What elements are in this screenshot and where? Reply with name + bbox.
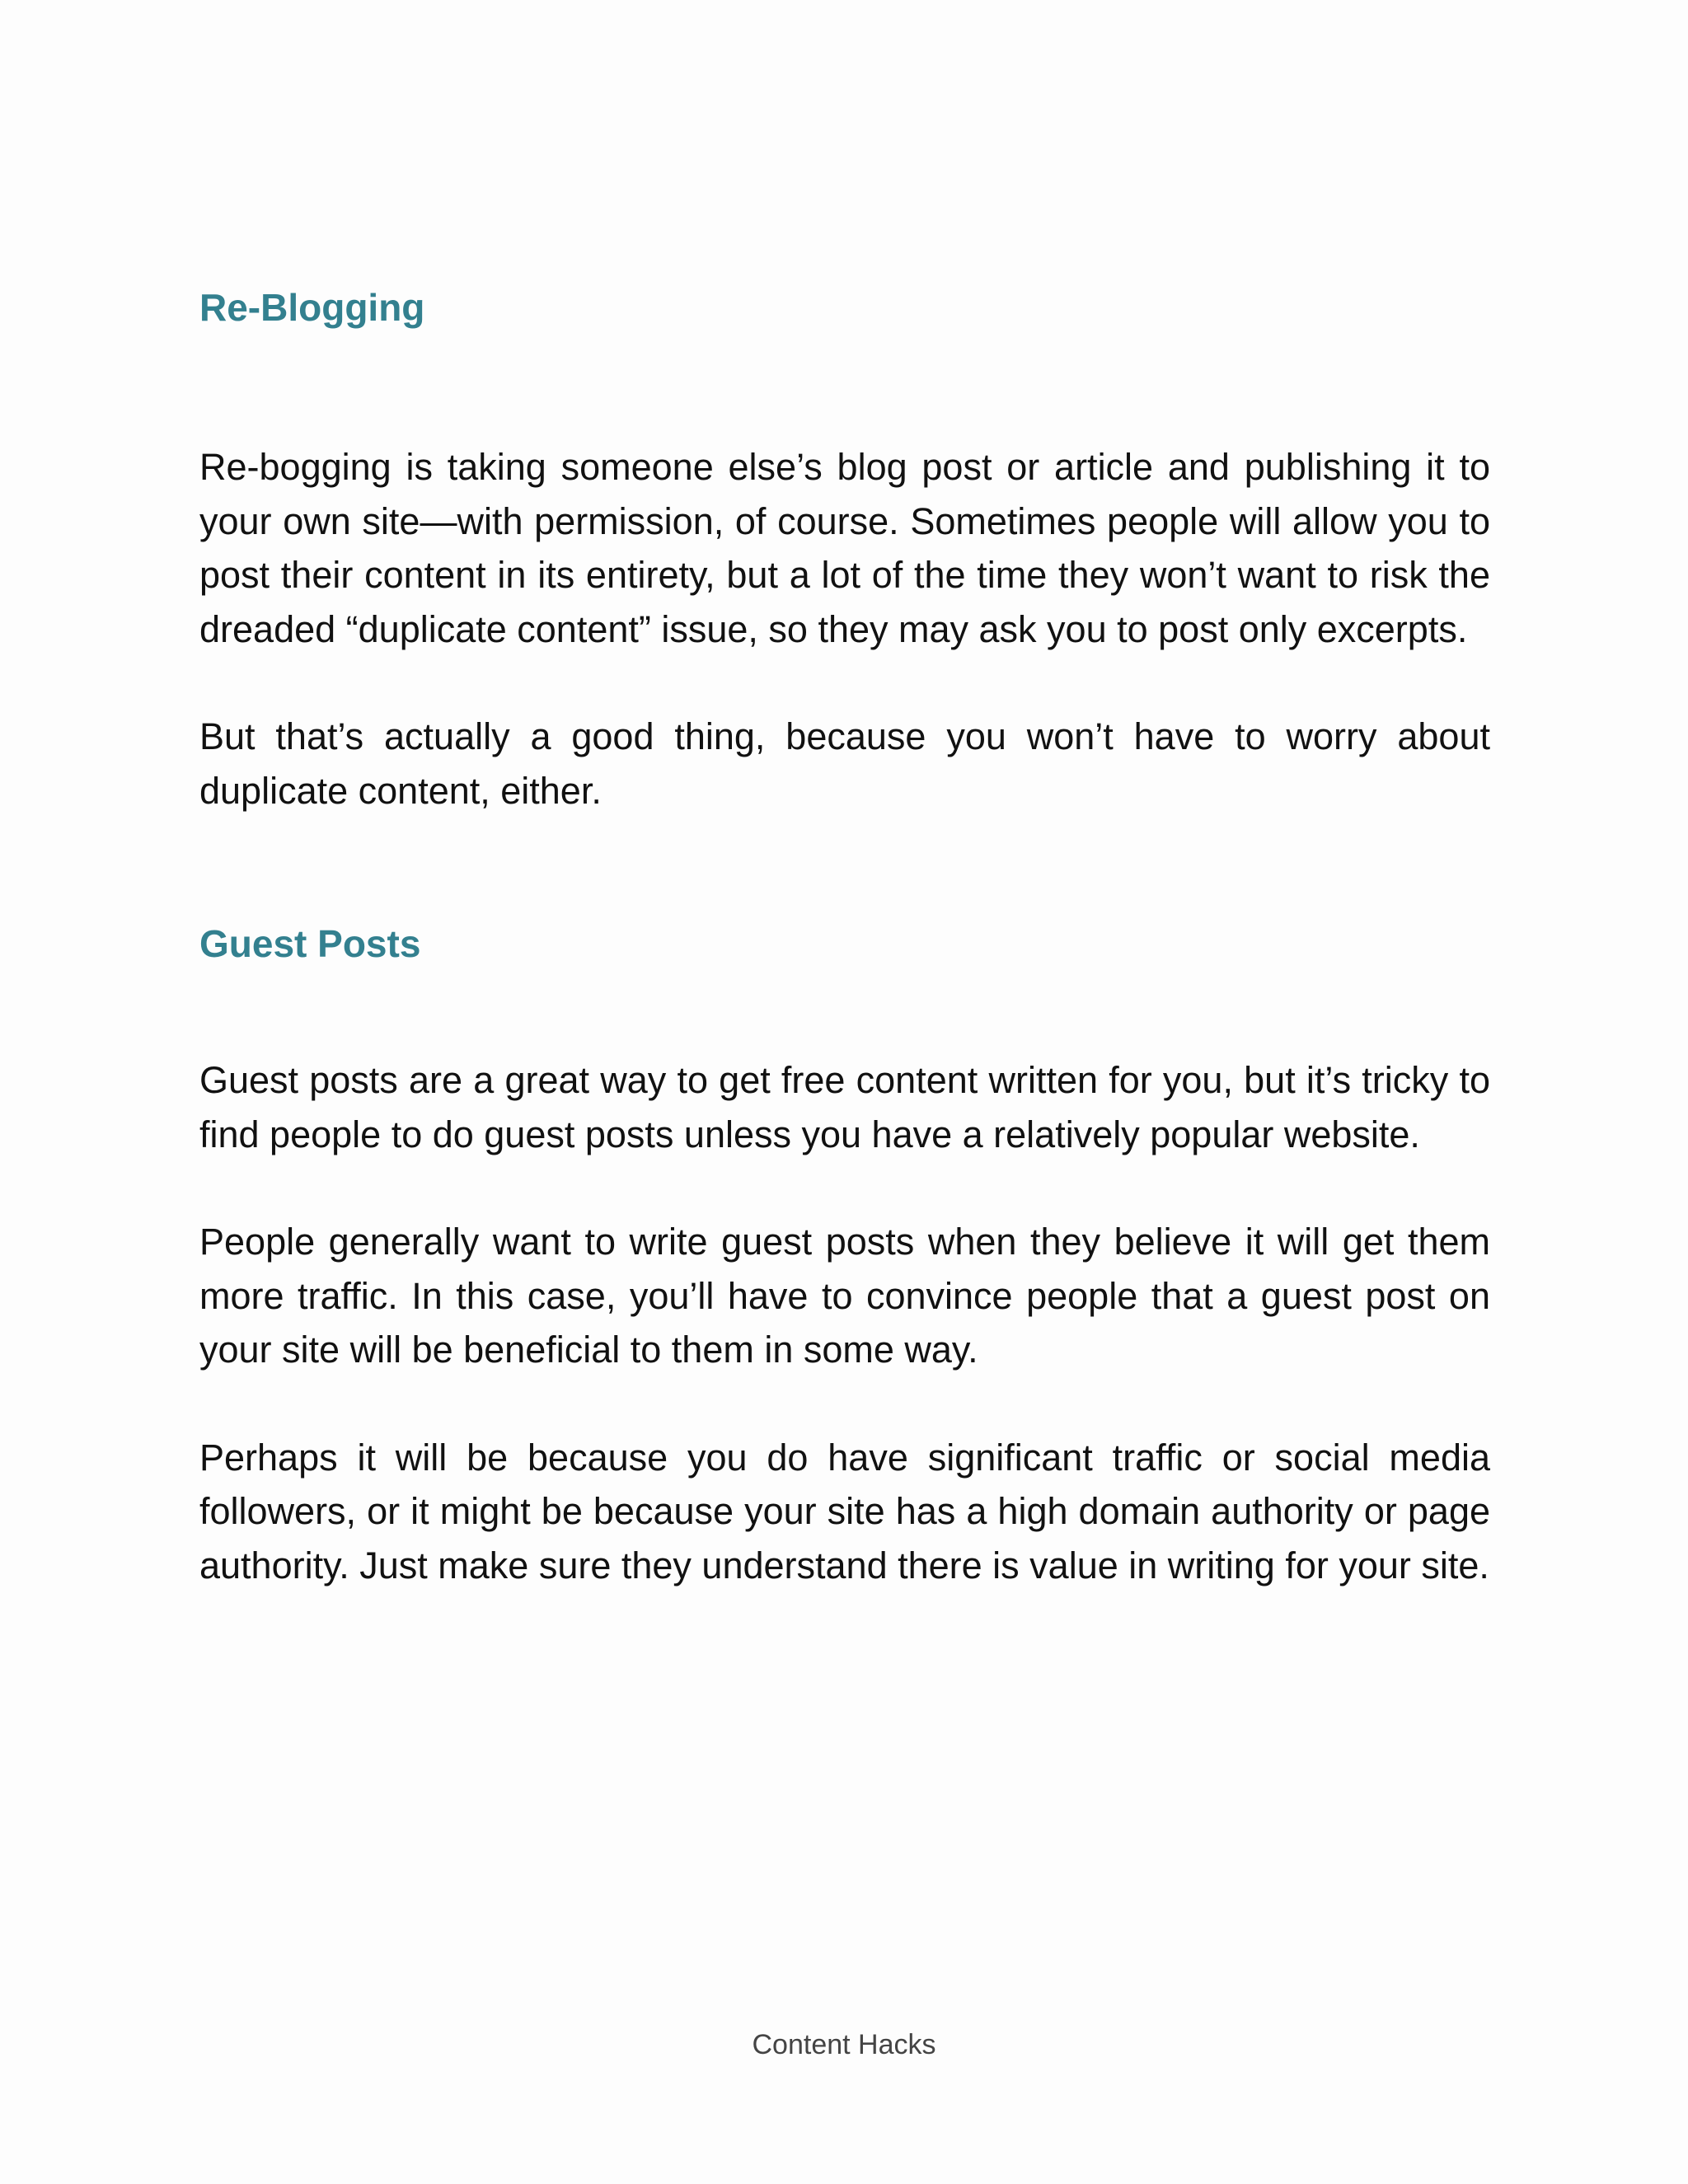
paragraph: Re-bogging is taking someone else’s blog post or article and publishing it to your own site—with permission, of course. Sometimes people will allow you to post their content in its entirety, but a lot of the time they won’t want to risk the dreaded “duplicate content” issue, so they may ask you to post only excerpts.	[199, 446, 1490, 650]
page-footer: Content Hacks	[752, 2029, 936, 2060]
paragraph: People generally want to write guest posts when they believe it will get them more traffic. In this case, you’ll have to convince people that a guest post on your site will be beneficial to them in some way.	[199, 1221, 1490, 1371]
document-body	[199, 280, 1490, 1592]
paragraph: Perhaps it will be because you do have significant traffic or social media followers, or it might be because your site has a high domain authority or page authority. Just make sure they understand there is value in writing for your site.	[199, 1436, 1490, 1586]
section-heading-guest-posts: Guest Posts	[199, 922, 421, 965]
paragraph: Guest posts are a great way to get free content written for you, but it’s tricky to find people to do guest posts unless you have a relatively popular website.	[199, 1059, 1490, 1155]
paragraph: But that’s actually a good thing, because you won’t have to worry about duplicate content, either.	[199, 715, 1490, 812]
section-heading-re-blogging: Re-Blogging	[199, 286, 425, 329]
